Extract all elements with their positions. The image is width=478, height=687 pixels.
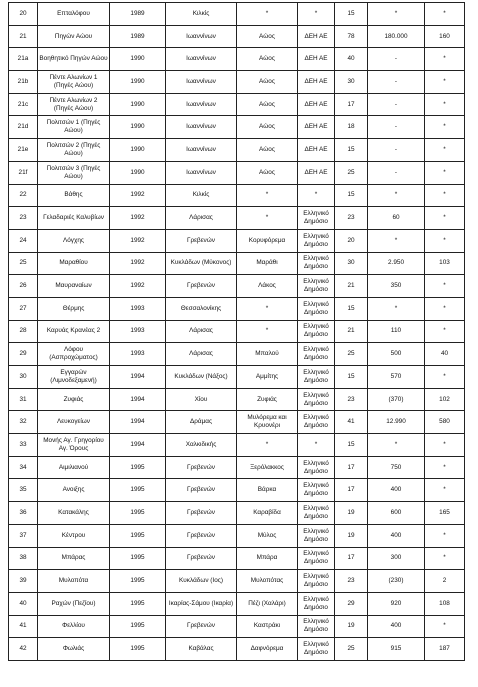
height-cell: 19: [335, 502, 368, 525]
year-cell: 1990: [110, 116, 166, 139]
table-row: [9, 161, 465, 184]
year-cell: 1994: [110, 388, 166, 411]
row-number-cell: 40: [9, 592, 38, 615]
river-cell: Βάρκα: [237, 479, 298, 502]
row-number-cell: 38: [9, 547, 38, 570]
prefecture-cell: Θεσσαλονίκης: [166, 297, 237, 320]
row-number-cell: 21c: [9, 93, 38, 116]
river-cell: *: [237, 297, 298, 320]
dam-name-cell: Εγγαρών (Λιμνοδεξαμενή): [38, 366, 110, 389]
height-cell: 17: [335, 479, 368, 502]
row-number-cell: 24: [9, 229, 38, 252]
river-cell: Λάκος: [237, 275, 298, 298]
table-row: [9, 297, 465, 320]
year-cell: 1994: [110, 411, 166, 434]
prefecture-cell: Δράμας: [166, 411, 237, 434]
year-cell: 1992: [110, 275, 166, 298]
owner-cell: *: [298, 184, 335, 207]
owner-cell: ΔΕΗ ΑΕ: [298, 116, 335, 139]
owner-cell: Ελληνικό Δημόσιο: [298, 275, 335, 298]
area-cell: *: [425, 524, 465, 547]
row-number-cell: 22: [9, 184, 38, 207]
owner-cell: *: [298, 434, 335, 457]
year-cell: 1993: [110, 297, 166, 320]
height-cell: 41: [335, 411, 368, 434]
height-cell: 78: [335, 25, 368, 48]
river-cell: Μυλόρεμα και Κρυονέρι: [237, 411, 298, 434]
prefecture-cell: Ιωαννίνων: [166, 48, 237, 71]
year-cell: 1990: [110, 93, 166, 116]
height-cell: 25: [335, 161, 368, 184]
river-cell: Μύλος: [237, 524, 298, 547]
dam-name-cell: Λευκογείων: [38, 411, 110, 434]
dam-name-cell: Ραχών (Πεζίου): [38, 592, 110, 615]
row-number-cell: 27: [9, 297, 38, 320]
area-cell: *: [425, 229, 465, 252]
area-cell: 580: [425, 411, 465, 434]
capacity-cell: 400: [368, 524, 425, 547]
year-cell: 1989: [110, 25, 166, 48]
row-number-cell: 39: [9, 570, 38, 593]
owner-cell: Ελληνικό Δημόσιο: [298, 343, 335, 366]
dam-name-cell: Πέντε Αλωνίων 1 (Πηγές Αώου): [38, 71, 110, 94]
river-cell: Κορυφόρεμα: [237, 229, 298, 252]
capacity-cell: 110: [368, 320, 425, 343]
dam-name-cell: Βάθης: [38, 184, 110, 207]
prefecture-cell: Γρεβενών: [166, 547, 237, 570]
table-row: [9, 252, 465, 275]
height-cell: 18: [335, 116, 368, 139]
prefecture-cell: Ιωαννίνων: [166, 139, 237, 162]
table-row: [9, 275, 465, 298]
row-number-cell: 28: [9, 320, 38, 343]
year-cell: 1992: [110, 207, 166, 230]
row-number-cell: 42: [9, 638, 38, 661]
capacity-cell: -: [368, 48, 425, 71]
height-cell: 21: [335, 320, 368, 343]
capacity-cell: 400: [368, 479, 425, 502]
owner-cell: ΔΕΗ ΑΕ: [298, 48, 335, 71]
owner-cell: Ελληνικό Δημόσιο: [298, 388, 335, 411]
height-cell: 23: [335, 207, 368, 230]
capacity-cell: 750: [368, 456, 425, 479]
prefecture-cell: Καβάλας: [166, 638, 237, 661]
dam-name-cell: Καρυάς Κρανέας 2: [38, 320, 110, 343]
area-cell: 102: [425, 388, 465, 411]
row-number-cell: 26: [9, 275, 38, 298]
dam-name-cell: Μαραθίου: [38, 252, 110, 275]
capacity-cell: (230): [368, 570, 425, 593]
table-row: [9, 320, 465, 343]
height-cell: 15: [335, 434, 368, 457]
table-row: [9, 411, 465, 434]
table-row: [9, 229, 465, 252]
height-cell: 17: [335, 456, 368, 479]
row-number-cell: 36: [9, 502, 38, 525]
prefecture-cell: Γρεβενών: [166, 479, 237, 502]
year-cell: 1995: [110, 479, 166, 502]
dam-name-cell: Πολιτσών 1 (Πηγές Αώου): [38, 116, 110, 139]
height-cell: 30: [335, 71, 368, 94]
area-cell: 165: [425, 502, 465, 525]
river-cell: Αμμίτης: [237, 366, 298, 389]
prefecture-cell: Γρεβενών: [166, 456, 237, 479]
prefecture-cell: Ιωαννίνων: [166, 71, 237, 94]
area-cell: *: [425, 207, 465, 230]
year-cell: 1995: [110, 547, 166, 570]
height-cell: 21: [335, 275, 368, 298]
capacity-cell: *: [368, 297, 425, 320]
capacity-cell: 920: [368, 592, 425, 615]
dam-name-cell: Μονής Αγ. Γρηγορίου Αγ. Όρους: [38, 434, 110, 457]
dam-name-cell: Πέντε Αλωνίων 2 (Πηγές Αώου): [38, 93, 110, 116]
owner-cell: Ελληνικό Δημόσιο: [298, 592, 335, 615]
prefecture-cell: Ικαρίας-Σάμου (Ικαρία): [166, 592, 237, 615]
area-cell: *: [425, 184, 465, 207]
owner-cell: Ελληνικό Δημόσιο: [298, 297, 335, 320]
dam-name-cell: Βοηθητικό Πηγών Αώου: [38, 48, 110, 71]
river-cell: *: [237, 207, 298, 230]
prefecture-cell: Γρεβενών: [166, 229, 237, 252]
capacity-cell: 300: [368, 547, 425, 570]
river-cell: Αώος: [237, 116, 298, 139]
table-row: [9, 615, 465, 638]
year-cell: 1994: [110, 366, 166, 389]
owner-cell: *: [298, 3, 335, 26]
reservoir-table: [8, 2, 465, 661]
year-cell: 1995: [110, 615, 166, 638]
capacity-cell: 570: [368, 366, 425, 389]
year-cell: 1995: [110, 502, 166, 525]
prefecture-cell: Ιωαννίνων: [166, 93, 237, 116]
row-number-cell: 29: [9, 343, 38, 366]
river-cell: Αώος: [237, 139, 298, 162]
capacity-cell: 60: [368, 207, 425, 230]
dam-name-cell: Ζυφιάς: [38, 388, 110, 411]
dam-name-cell: Πολιτσών 2 (Πηγές Αώου): [38, 139, 110, 162]
capacity-cell: 915: [368, 638, 425, 661]
river-cell: *: [237, 3, 298, 26]
dam-name-cell: Πηγών Αώου: [38, 25, 110, 48]
dam-name-cell: Μαυραναίων: [38, 275, 110, 298]
prefecture-cell: Γρεβενών: [166, 524, 237, 547]
year-cell: 1990: [110, 71, 166, 94]
river-cell: Δαφνόρεμα: [237, 638, 298, 661]
owner-cell: Ελληνικό Δημόσιο: [298, 207, 335, 230]
year-cell: 1995: [110, 592, 166, 615]
area-cell: *: [425, 615, 465, 638]
height-cell: 25: [335, 638, 368, 661]
table-row: [9, 3, 465, 26]
height-cell: 15: [335, 366, 368, 389]
capacity-cell: 600: [368, 502, 425, 525]
dam-name-cell: Φελλίου: [38, 615, 110, 638]
river-cell: Καραβίδα: [237, 502, 298, 525]
dam-name-cell: Μπάρας: [38, 547, 110, 570]
owner-cell: Ελληνικό Δημόσιο: [298, 570, 335, 593]
capacity-cell: 400: [368, 615, 425, 638]
table-row: [9, 547, 465, 570]
row-number-cell: 35: [9, 479, 38, 502]
dam-name-cell: Λόφου (Ασπροχώματος): [38, 343, 110, 366]
year-cell: 1990: [110, 48, 166, 71]
capacity-cell: 12.990: [368, 411, 425, 434]
river-cell: Ξερόλακκος: [237, 456, 298, 479]
prefecture-cell: Λάρισας: [166, 207, 237, 230]
prefecture-cell: Κυκλάδων (Μύκονος): [166, 252, 237, 275]
river-cell: *: [237, 320, 298, 343]
height-cell: 15: [335, 184, 368, 207]
dam-name-cell: Ανοιξης: [38, 479, 110, 502]
capacity-cell: -: [368, 71, 425, 94]
year-cell: 1993: [110, 320, 166, 343]
year-cell: 1995: [110, 570, 166, 593]
area-cell: 108: [425, 592, 465, 615]
river-cell: *: [237, 184, 298, 207]
row-number-cell: 41: [9, 615, 38, 638]
row-number-cell: 37: [9, 524, 38, 547]
capacity-cell: -: [368, 93, 425, 116]
area-cell: *: [425, 479, 465, 502]
prefecture-cell: Γρεβενών: [166, 502, 237, 525]
river-cell: Μαράθι: [237, 252, 298, 275]
river-cell: Πέζι (Χαλάρι): [237, 592, 298, 615]
height-cell: 23: [335, 388, 368, 411]
row-number-cell: 21b: [9, 71, 38, 94]
area-cell: *: [425, 434, 465, 457]
height-cell: 17: [335, 547, 368, 570]
owner-cell: ΔΕΗ ΑΕ: [298, 93, 335, 116]
capacity-cell: 500: [368, 343, 425, 366]
year-cell: 1992: [110, 184, 166, 207]
height-cell: 30: [335, 252, 368, 275]
river-cell: Αώος: [237, 25, 298, 48]
river-cell: Αώος: [237, 93, 298, 116]
prefecture-cell: Λάρισας: [166, 343, 237, 366]
dam-name-cell: Κατακάλης: [38, 502, 110, 525]
capacity-cell: -: [368, 161, 425, 184]
area-cell: *: [425, 366, 465, 389]
prefecture-cell: Χίου: [166, 388, 237, 411]
table-row: [9, 479, 465, 502]
owner-cell: Ελληνικό Δημόσιο: [298, 252, 335, 275]
owner-cell: Ελληνικό Δημόσιο: [298, 524, 335, 547]
area-cell: *: [425, 456, 465, 479]
owner-cell: Ελληνικό Δημόσιο: [298, 366, 335, 389]
height-cell: 17: [335, 93, 368, 116]
dam-name-cell: Μυλοπότα: [38, 570, 110, 593]
dam-name-cell: Γελαδαριές Καλυβίων: [38, 207, 110, 230]
year-cell: 1993: [110, 343, 166, 366]
height-cell: 20: [335, 229, 368, 252]
area-cell: 40: [425, 343, 465, 366]
height-cell: 23: [335, 570, 368, 593]
owner-cell: Ελληνικό Δημόσιο: [298, 638, 335, 661]
capacity-cell: *: [368, 434, 425, 457]
owner-cell: Ελληνικό Δημόσιο: [298, 456, 335, 479]
year-cell: 1995: [110, 524, 166, 547]
capacity-cell: 2.950: [368, 252, 425, 275]
prefecture-cell: Γρεβενών: [166, 275, 237, 298]
area-cell: *: [425, 297, 465, 320]
area-cell: 187: [425, 638, 465, 661]
height-cell: 19: [335, 615, 368, 638]
table-row: [9, 207, 465, 230]
height-cell: 40: [335, 48, 368, 71]
table-row: [9, 366, 465, 389]
table-row: [9, 343, 465, 366]
row-number-cell: 25: [9, 252, 38, 275]
area-cell: *: [425, 71, 465, 94]
table-body: [9, 3, 465, 661]
area-cell: 2: [425, 570, 465, 593]
owner-cell: ΔΕΗ ΑΕ: [298, 25, 335, 48]
dam-name-cell: Πολιτσών 3 (Πηγές Αώου): [38, 161, 110, 184]
row-number-cell: 30: [9, 366, 38, 389]
year-cell: 1992: [110, 252, 166, 275]
river-cell: Μυλοπότας: [237, 570, 298, 593]
row-number-cell: 21f: [9, 161, 38, 184]
height-cell: 15: [335, 139, 368, 162]
river-cell: Ζυφιάς: [237, 388, 298, 411]
table-row: [9, 592, 465, 615]
row-number-cell: 21e: [9, 139, 38, 162]
table-row: [9, 25, 465, 48]
prefecture-cell: Κυκλάδων (Νάξος): [166, 366, 237, 389]
capacity-cell: 350: [368, 275, 425, 298]
prefecture-cell: Λάρισας: [166, 320, 237, 343]
river-cell: *: [237, 434, 298, 457]
area-cell: *: [425, 116, 465, 139]
prefecture-cell: Κιλκίς: [166, 184, 237, 207]
area-cell: *: [425, 93, 465, 116]
prefecture-cell: Ιωαννίνων: [166, 25, 237, 48]
year-cell: 1995: [110, 456, 166, 479]
height-cell: 25: [335, 343, 368, 366]
prefecture-cell: Κιλκίς: [166, 3, 237, 26]
owner-cell: ΔΕΗ ΑΕ: [298, 139, 335, 162]
table-row: [9, 570, 465, 593]
area-cell: *: [425, 275, 465, 298]
dam-name-cell: Κέντρου: [38, 524, 110, 547]
height-cell: 19: [335, 524, 368, 547]
capacity-cell: 180.000: [368, 25, 425, 48]
row-number-cell: 32: [9, 411, 38, 434]
table-row: [9, 71, 465, 94]
prefecture-cell: Ιωαννίνων: [166, 116, 237, 139]
year-cell: 1990: [110, 139, 166, 162]
row-number-cell: 21: [9, 25, 38, 48]
row-number-cell: 21a: [9, 48, 38, 71]
prefecture-cell: Γρεβενών: [166, 615, 237, 638]
area-cell: 103: [425, 252, 465, 275]
owner-cell: ΔΕΗ ΑΕ: [298, 71, 335, 94]
height-cell: 15: [335, 297, 368, 320]
owner-cell: Ελληνικό Δημόσιο: [298, 411, 335, 434]
year-cell: 1994: [110, 434, 166, 457]
table-row: [9, 456, 465, 479]
river-cell: Αώος: [237, 161, 298, 184]
river-cell: Μπάρα: [237, 547, 298, 570]
river-cell: Αώος: [237, 48, 298, 71]
area-cell: *: [425, 48, 465, 71]
row-number-cell: 21d: [9, 116, 38, 139]
capacity-cell: *: [368, 229, 425, 252]
area-cell: *: [425, 547, 465, 570]
owner-cell: Ελληνικό Δημόσιο: [298, 502, 335, 525]
year-cell: 1990: [110, 161, 166, 184]
row-number-cell: 31: [9, 388, 38, 411]
row-number-cell: 20: [9, 3, 38, 26]
area-cell: 160: [425, 25, 465, 48]
table-row: [9, 638, 465, 661]
area-cell: *: [425, 3, 465, 26]
height-cell: 15: [335, 3, 368, 26]
area-cell: *: [425, 320, 465, 343]
table-row: [9, 139, 465, 162]
dam-name-cell: Επταλόφου: [38, 3, 110, 26]
owner-cell: ΔΕΗ ΑΕ: [298, 161, 335, 184]
dam-name-cell: Φωλιάς: [38, 638, 110, 661]
owner-cell: Ελληνικό Δημόσιο: [298, 615, 335, 638]
row-number-cell: 23: [9, 207, 38, 230]
owner-cell: Ελληνικό Δημόσιο: [298, 320, 335, 343]
capacity-cell: (370): [368, 388, 425, 411]
year-cell: 1992: [110, 229, 166, 252]
area-cell: *: [425, 161, 465, 184]
row-number-cell: 33: [9, 434, 38, 457]
owner-cell: Ελληνικό Δημόσιο: [298, 547, 335, 570]
capacity-cell: *: [368, 3, 425, 26]
river-cell: Καστράκι: [237, 615, 298, 638]
row-number-cell: 34: [9, 456, 38, 479]
year-cell: 1995: [110, 638, 166, 661]
prefecture-cell: Χαλκιδικής: [166, 434, 237, 457]
table-row: [9, 184, 465, 207]
area-cell: *: [425, 139, 465, 162]
prefecture-cell: Κυκλάδων (Ιος): [166, 570, 237, 593]
table-row: [9, 502, 465, 525]
table-row: [9, 434, 465, 457]
year-cell: 1989: [110, 3, 166, 26]
table-row: [9, 116, 465, 139]
capacity-cell: -: [368, 116, 425, 139]
dam-name-cell: Λόγχης: [38, 229, 110, 252]
river-cell: Αώος: [237, 71, 298, 94]
table-row: [9, 388, 465, 411]
owner-cell: Ελληνικό Δημόσιο: [298, 229, 335, 252]
owner-cell: Ελληνικό Δημόσιο: [298, 479, 335, 502]
table-row: [9, 93, 465, 116]
height-cell: 29: [335, 592, 368, 615]
capacity-cell: *: [368, 184, 425, 207]
dam-name-cell: Αιμιλιανού: [38, 456, 110, 479]
capacity-cell: -: [368, 139, 425, 162]
dam-name-cell: Θέρμης: [38, 297, 110, 320]
table-row: [9, 524, 465, 547]
river-cell: Μπαλού: [237, 343, 298, 366]
prefecture-cell: Ιωαννίνων: [166, 161, 237, 184]
table-row: [9, 48, 465, 71]
